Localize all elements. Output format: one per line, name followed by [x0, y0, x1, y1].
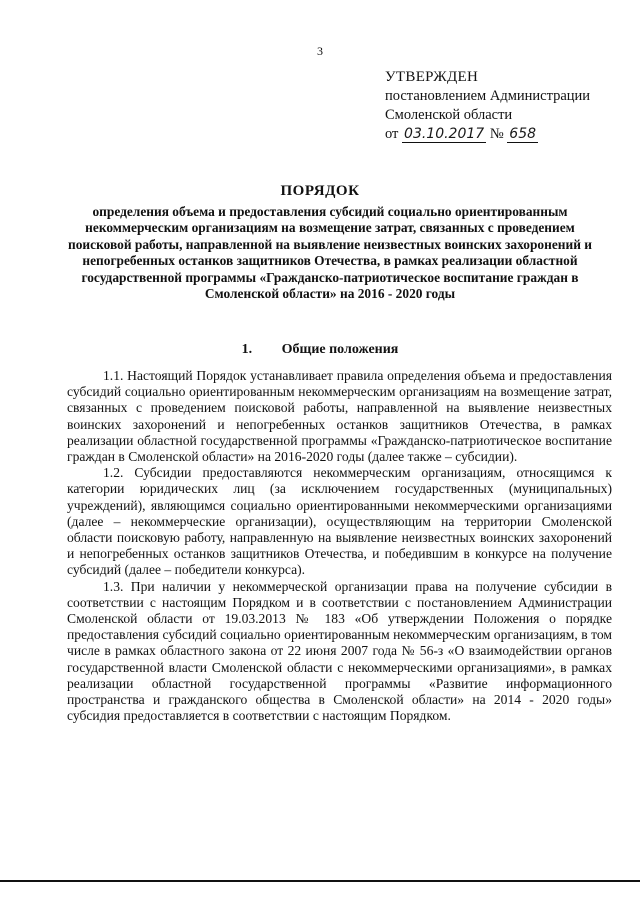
approval-date-prefix: от [385, 126, 399, 142]
section-title: Общие положения [281, 342, 399, 357]
approval-number-sign: № [489, 126, 504, 142]
approval-title: УТВЕРЖДЕН [385, 69, 479, 85]
section-heading [0, 342, 640, 358]
approval-line-1: постановлением Администрации [385, 88, 591, 104]
section-number: 1. [241, 342, 253, 357]
paragraph-1-3: 1.3. При наличии у некоммерческой организации права на получение субсидии в соответствии с настоящим Порядком и в соответствии с постановлением Администрации Смоленской области от 19.03.2013 № 183 «Об утверждении Положения о порядке предоставления субсидий социально ориентированным некоммерческим организациям, в том числе в рамках областного закона от 22 июня 2007 года № 56-з «О взаимодействии органов государственной власти Смоленской области с некоммерческими организациями», в рамках реализации областной государственной программы «Развитие информационного пространства и гражданского общества в Смоленской области» на 2014 - 2020 годы» субсидия предоставляется в соответствии с настоящим Порядком. [67, 578, 612, 724]
approval-date-line [385, 125, 630, 144]
paragraph-1-1: 1.1. Настоящий Порядок устанавливает правила определения объема и предоставления субсидий социально ориентированным некоммерческим организациям на возмещение затрат, связанных с проведением поисковой работы, направленной на выявление неизвестных воинских захоронений и непогребенных останков защитников Отечества, в рамках реализации областной государственной программы «Гражданско-патриотическое воспитание граждан в Смоленской области» на 2016-2020 годы (далее также – субсидии). [67, 368, 612, 465]
bottom-divider [0, 880, 640, 882]
approval-date: 03.10.2017 [404, 126, 485, 142]
document-title: ПОРЯДОК [280, 183, 360, 199]
page-number: 3 [317, 44, 323, 58]
paragraph-1-2: 1.2. Субсидии предоставляются некоммерческим организациям, относящимся к категории юридических лиц (за исключением государственных (муниципальных) учреждений), являющимся социально ориентированными некоммерческими организациями (далее – некоммерческие организации), осуществляющим на территории Смоленской области поисковую работу, направленную на выявление неизвестных воинских захоронений и непогребенных останков защитников Отечества, и победившим в конкурсе на получение субсидий (далее – победители конкурса). [67, 465, 612, 578]
document-subtitle: определения объема и предоставления субсидий социально ориентированным некоммерческим организациям на возмещение затрат, связанных с проведением поисковой работы, направленной на выявление неизвестных воинских захоронений и непогребенных останков защитников Отечества, в рамках реализации областной государственной программы «Гражданско-патриотическое воспитание граждан в Смоленской области» на 2016 - 2020 годы [68, 204, 592, 302]
approval-number: 658 [509, 126, 537, 142]
document-body [67, 368, 612, 724]
approval-block [385, 68, 630, 144]
approval-line-2: Смоленской области [385, 107, 513, 123]
